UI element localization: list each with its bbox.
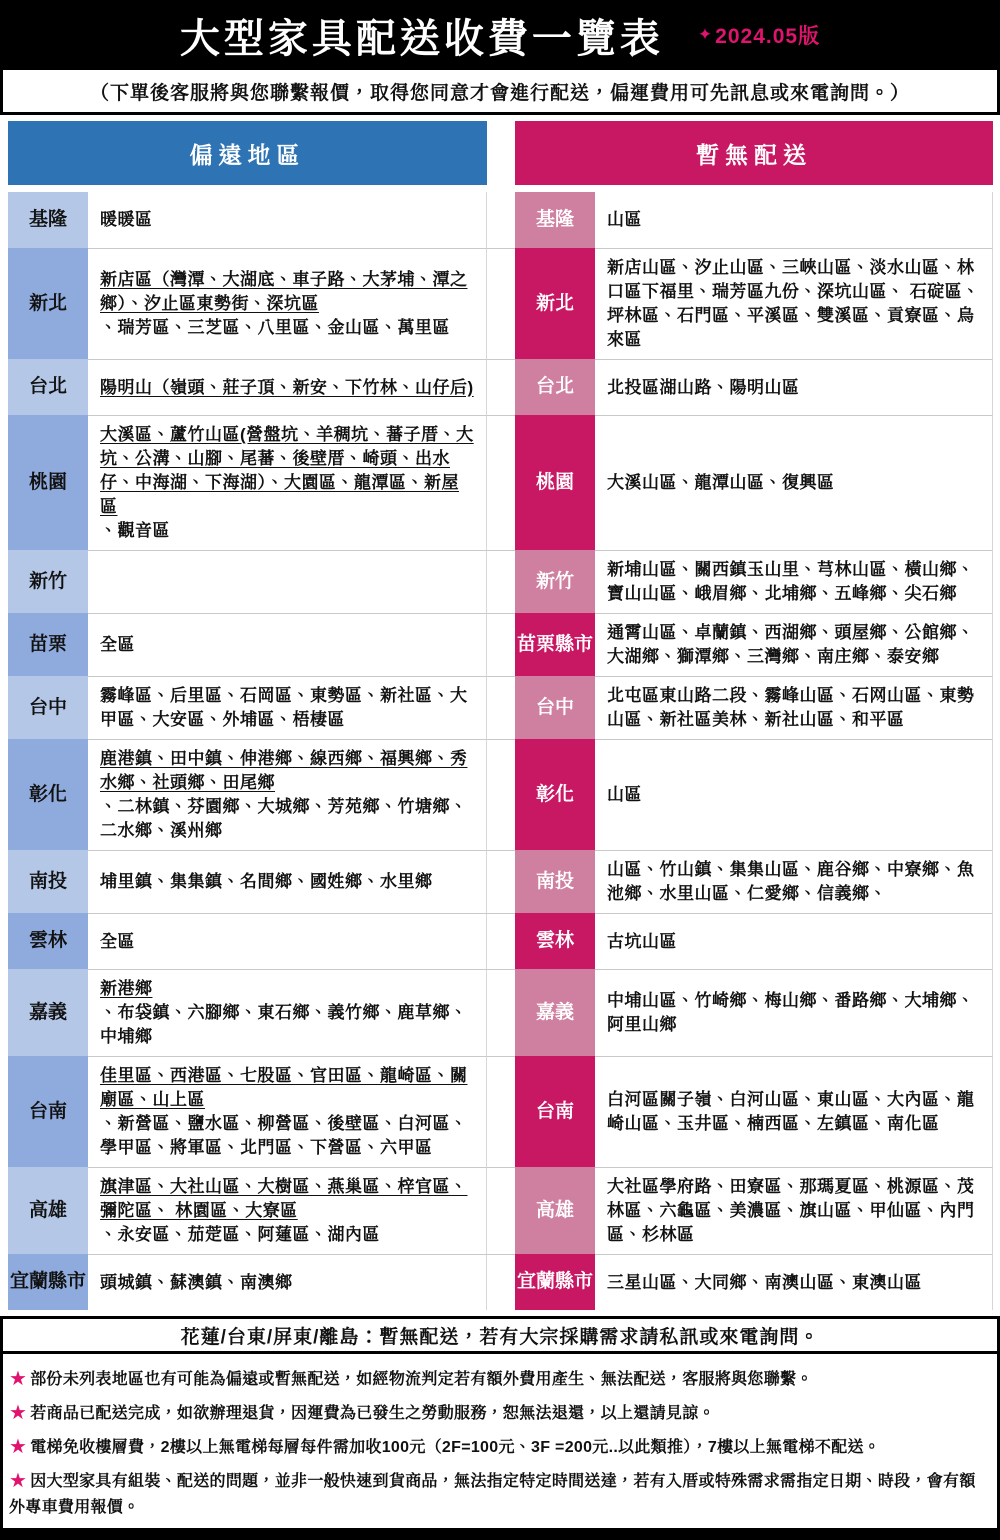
column-gap	[487, 1056, 515, 1167]
region-text: 山區、竹山鎮、集集山區、鹿谷鄉、中寮鄉、魚池鄉、水里山區、仁愛鄉、信義鄉、	[607, 860, 975, 903]
page-title: 大型家具配送收費一覽表	[179, 16, 664, 61]
column-gap	[487, 739, 515, 850]
column-gap	[487, 121, 515, 185]
region-text: 旗津區、大社山區、大樹區、燕巢區、梓官區、彌陀區、 林園區、大寮區	[100, 1177, 468, 1220]
region-label-right: 南投	[515, 850, 595, 913]
region-text: 北投區湖山路、陽明山區	[607, 377, 800, 397]
no-delivery-header: 暫無配送	[515, 121, 993, 185]
region-text: 通霄山區、卓蘭鎮、西湖鄉、頭屋鄉、公館鄉、大湖鄉、獅潭鄉、三灣鄉、南庄鄉、泰安鄉	[607, 623, 975, 666]
no-delivery-cell	[595, 850, 993, 913]
table-row	[8, 1254, 993, 1310]
column-gap	[487, 676, 515, 739]
no-delivery-cell	[595, 969, 993, 1056]
region-text: 新店山區、汐止山區、三峽山區、淡水山區、林口區下福里、瑞芳區九份、深坑山區、 石碇區、坪林區、石門區、平溪區、雙溪區、貢寮區、烏來區	[607, 258, 980, 349]
table-row	[8, 969, 993, 1056]
column-gap	[487, 613, 515, 676]
region-label-left: 桃園	[8, 415, 88, 550]
column-gap	[487, 1254, 515, 1310]
region-text: 古坑山區	[607, 931, 677, 951]
region-text: 、瑞芳區、三芝區、八里區、金山區、萬里區	[100, 318, 450, 337]
remote-area-cell	[88, 1056, 487, 1167]
no-delivery-cell	[595, 913, 993, 969]
region-label-left: 彰化	[8, 739, 88, 850]
subtitle-band	[0, 70, 1000, 115]
region-label-right: 高雄	[515, 1167, 595, 1254]
table-row	[8, 192, 993, 248]
table-row	[8, 613, 993, 676]
region-label-left: 苗栗	[8, 613, 88, 676]
remote-areas-header: 偏遠地區	[8, 121, 487, 185]
region-text: 全區	[100, 635, 135, 654]
region-label-right: 台南	[515, 1056, 595, 1167]
region-label-left: 基隆	[8, 192, 88, 248]
remote-area-cell	[88, 359, 487, 415]
no-delivery-cell	[595, 1056, 993, 1167]
region-text: 北屯區東山路二段、霧峰山區、石网山區、東勢山區、新社區美林、新社山區、和平區	[607, 686, 975, 729]
column-gap	[487, 850, 515, 913]
footnotes	[0, 1354, 1000, 1531]
column-gap	[487, 969, 515, 1056]
region-label-right: 桃園	[515, 415, 595, 550]
region-label-right: 台北	[515, 359, 595, 415]
no-delivery-cell	[595, 550, 993, 613]
version-label: 2024.05版	[715, 25, 821, 48]
region-table	[0, 115, 1000, 1316]
footnote-text: 若商品已配送完成，如欲辦理退貨，因運費為已發生之勞動服務，恕無法退還，以上還請見諒。	[30, 1405, 715, 1422]
star-icon: ★	[9, 1368, 28, 1390]
table-row	[8, 550, 993, 613]
remote-area-cell	[88, 415, 487, 550]
region-text: 、布袋鎮、六腳鄉、東石鄉、義竹鄉、鹿草鄉、中埔鄉	[100, 1003, 468, 1046]
region-label-left: 新竹	[8, 550, 88, 613]
table-row	[8, 676, 993, 739]
table-row	[8, 739, 993, 850]
diamond-icon: ✦	[697, 25, 714, 44]
remote-area-cell	[88, 248, 487, 359]
region-label-left: 台北	[8, 359, 88, 415]
footnote-item	[9, 1398, 987, 1428]
remote-area-cell	[88, 613, 487, 676]
column-gap	[487, 550, 515, 613]
footnote-item	[9, 1432, 987, 1462]
no-delivery-cell	[595, 192, 993, 248]
region-text: 白河區關子嶺、白河山區、東山區、大內區、龍崎山區、玉井區、楠西區、左鎮區、南化區	[607, 1090, 975, 1133]
region-text: 、二林鎮、芬園鄉、大城鄉、芳苑鄉、竹塘鄉、二水鄉、溪州鄉	[100, 797, 468, 840]
region-text: 霧峰區、后里區、石岡區、東勢區、新社區、大甲區、大安區、外埔區、梧棲區	[100, 686, 468, 729]
region-text: 新埔山區、關西鎮玉山里、芎林山區、橫山鄉、寶山山區、峨眉鄉、北埔鄉、五峰鄉、尖石鄉	[607, 560, 975, 603]
region-label-right: 苗栗縣市	[515, 613, 595, 676]
table-row	[8, 248, 993, 359]
no-delivery-cell	[595, 676, 993, 739]
region-label-right: 嘉義	[515, 969, 595, 1056]
region-text: 大溪區、蘆竹山區(營盤坑、羊稠坑、蕃子厝、大坑、公溝、山腳、尾蕃、後壁厝、崎頭、出水仔、中海湖、下海湖）、大園區、龍潭區、新屋區	[100, 425, 474, 516]
region-text: 頭城鎮、蘇澳鎮、南澳鄉	[100, 1272, 293, 1292]
footnote-item	[9, 1364, 987, 1394]
column-gap	[487, 248, 515, 359]
remote-area-cell	[88, 1167, 487, 1254]
region-label-left: 南投	[8, 850, 88, 913]
region-label-right: 雲林	[515, 913, 595, 969]
star-icon: ★	[9, 1470, 28, 1492]
table-row	[8, 913, 993, 969]
table-row	[8, 359, 993, 415]
region-text: 大社區學府路、田寮區、那瑪夏區、桃源區、茂林區、六龜區、美濃區、旗山區、甲仙區、內門區、杉林區	[607, 1177, 975, 1244]
region-label-left: 嘉義	[8, 969, 88, 1056]
region-text: 山區	[607, 210, 642, 229]
region-text: 埔里鎮、集集鎮、名間鄉、國姓鄉、水里鄉	[100, 872, 433, 891]
page-header	[0, 0, 1000, 70]
region-text: 新店區（灣潭、大湖底、車子路、大茅埔、潭之鄉）、汐止區東勢街、深坑區	[100, 270, 468, 313]
no-delivery-cell	[595, 359, 993, 415]
region-text: 中埔山區、竹崎鄉、梅山鄉、番路鄉、大埔鄉、阿里山鄉	[607, 991, 975, 1034]
table-row	[8, 850, 993, 913]
no-delivery-cell	[595, 613, 993, 676]
no-delivery-cell	[595, 1254, 993, 1310]
remote-area-cell	[88, 192, 487, 248]
no-delivery-cell	[595, 248, 993, 359]
region-label-right: 彰化	[515, 739, 595, 850]
column-gap	[487, 913, 515, 969]
footnote-text: 電梯免收樓層費，2樓以上無電梯每層每件需加收100元（2F=100元、3F =200元..以此類推），7樓以上無電梯不配送。	[30, 1439, 881, 1456]
region-text: 、觀音區	[100, 521, 170, 540]
bottom-bar	[0, 1531, 1000, 1540]
region-text: 全區	[100, 931, 135, 951]
region-label-right: 新北	[515, 248, 595, 359]
subtitle-text: （下單後客服將與您聯繫報價，取得您同意才會進行配送，偏運費用可先訊息或來電詢問。）	[89, 82, 910, 104]
region-text: 、永安區、茄萣區、阿蓮區、湖內區	[100, 1225, 380, 1244]
column-gap	[487, 192, 515, 248]
region-text: 暖暖區	[100, 210, 153, 229]
region-text: 大溪山區、龍潭山區、復興區	[607, 473, 835, 492]
table-row	[8, 415, 993, 550]
column-gap	[487, 359, 515, 415]
footnote-item	[9, 1466, 987, 1520]
region-label-left: 台中	[8, 676, 88, 739]
column-gap	[487, 415, 515, 550]
region-label-left: 高雄	[8, 1167, 88, 1254]
no-delivery-cell	[595, 739, 993, 850]
table-row	[8, 1056, 993, 1167]
remote-area-cell	[88, 913, 487, 969]
region-label-right: 台中	[515, 676, 595, 739]
footnote-text: 因大型家具有組裝、配送的問題，並非一般快速到貨商品，無法指定特定時間送達，若有入厝或特殊需求需指定日期、時段，會有額外專車費用報價。	[9, 1473, 976, 1516]
region-label-left: 雲林	[8, 913, 88, 969]
region-text: 三星山區、大同鄉、南澳山區、東澳山區	[607, 1272, 922, 1292]
region-text: 陽明山（嶺頭、莊子頂、新安、下竹林、山仔后)	[100, 377, 474, 397]
region-label-left: 台南	[8, 1056, 88, 1167]
region-label-left: 宜蘭縣市	[8, 1254, 88, 1310]
region-label-right: 基隆	[515, 192, 595, 248]
region-text: 山區	[607, 785, 642, 804]
column-gap	[487, 1167, 515, 1254]
notice-band	[0, 1316, 1000, 1354]
region-text: 新港鄉	[100, 979, 153, 998]
remote-area-cell	[88, 739, 487, 850]
region-label-right: 宜蘭縣市	[515, 1254, 595, 1310]
remote-area-cell	[88, 550, 487, 613]
column-header-row	[8, 121, 993, 185]
region-label-left: 新北	[8, 248, 88, 359]
star-icon: ★	[9, 1436, 28, 1458]
region-text: 佳里區、西港區、七股區、官田區、龍崎區、關廟區、山上區	[100, 1066, 468, 1109]
version-badge	[698, 20, 820, 50]
footnote-text: 部份未列表地區也有可能為偏遠或暫無配送，如經物流判定若有額外費用產生、無法配送，客服將與您聯繫。	[30, 1371, 813, 1388]
remote-area-cell	[88, 1254, 487, 1310]
remote-area-cell	[88, 676, 487, 739]
notice-band-text: 花蓮/台東/屏東/離島：暫無配送，若有大宗採購需求請私訊或來電詢問。	[180, 1326, 820, 1348]
no-delivery-cell	[595, 1167, 993, 1254]
table-row	[8, 1167, 993, 1254]
remote-area-cell	[88, 969, 487, 1056]
region-text: 、新營區、鹽水區、柳營區、後壁區、白河區、學甲區、將軍區、北門區、下營區、六甲區	[100, 1114, 468, 1157]
region-label-right: 新竹	[515, 550, 595, 613]
star-icon: ★	[9, 1402, 28, 1424]
region-text: 鹿港鎮、田中鎮、伸港鄉、線西鄉、福興鄉、秀水鄉、社頭鄉、田尾鄉	[100, 749, 468, 792]
no-delivery-cell	[595, 415, 993, 550]
remote-area-cell	[88, 850, 487, 913]
